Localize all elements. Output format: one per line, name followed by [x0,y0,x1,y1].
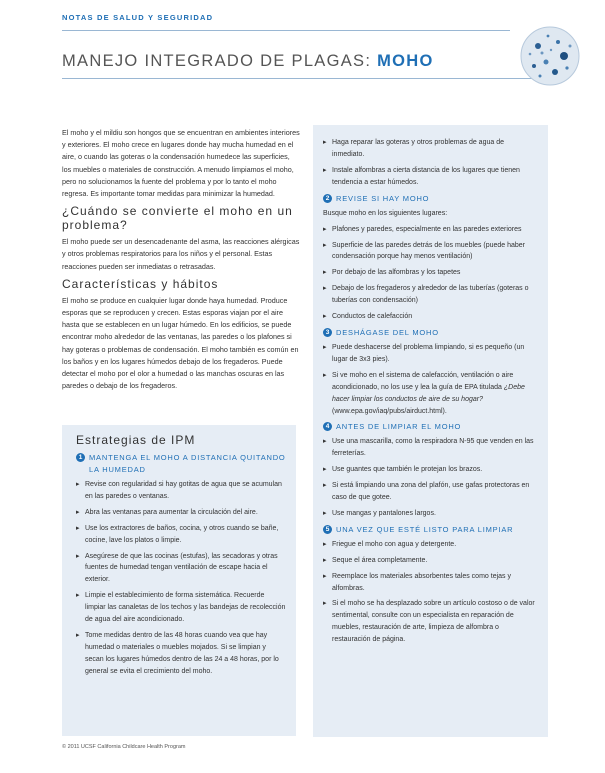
list-item: ▸ Use mangas y pantalones largos. [323,508,538,520]
section-2-lead: Busque moho en los siguientes lugares: [323,209,448,217]
header-tag: NOTAS DE SALUD Y SEGURIDAD [62,13,214,22]
list-item: ▸ Si está limpiando una zona del plafón, use gafas protectoras en caso de que gotee. [323,480,538,504]
section-3-number-icon: 3 [323,328,332,337]
list-item: ▸ Puede deshacerse del problema limpiando, si es pequeño (un lugar de 3x3 pies). [323,342,538,366]
left-column [62,127,300,396]
list-item: ▸ Use guantes que también le protejan los brazos. [323,464,538,476]
epa-guide-title: ¿Debe hacer limpiar los conductos de aire de su hogar? [332,383,525,403]
header-rule [62,30,510,31]
problem-paragraph: El moho puede ser un desencadenante del asma, las reacciones alérgicas y otros problemas respiratorios para los niños y el personal. Estas reacciones pueden ser inmediatas o retrasadas. [62,237,300,271]
section-2-header [323,193,538,205]
section-1-header [76,452,286,476]
page-title [62,52,434,71]
section-2-title: REVISE SI HAY MOHO [336,193,430,203]
epa-text-a: Si ve moho en el sistema de calefacción, ventilación o aire acondicionado, no los use y lea la guía de EPA titulada [332,371,514,391]
list-item: ▸ Limpie el establecimiento de forma sistemática. Recuerde limpiar las canaletas de los techos y las bandejas de recolección de agua del aire acondicionado. [76,590,286,626]
ipm-title: Estrategias de IPM [76,433,196,447]
list-item: ▸ Superficie de las paredes detrás de los muebles (puede haber condensación porque hay menos ventilación) [323,240,538,264]
list-item: ▸ Use los extractores de baños, cocina, y otros cuando se bañe, cocine, lave los platos o limpie. [76,523,286,547]
section-4-header [323,421,538,433]
section-1-title: MANTENGA EL MOHO A DISTANCIA QUITANDO LA HUMEDAD [89,453,286,474]
section-4-number-icon: 4 [323,422,332,431]
section-3-title: DESHÁGASE DEL MOHO [336,327,439,337]
section-2-number-icon: 2 [323,194,332,203]
list-item: ▸ Revise con regularidad si hay gotitas de agua que se acumulan en las paredes o ventanas. [76,479,286,503]
characteristics-heading: Características y hábitos [62,276,219,291]
list-item [323,370,538,418]
list-item: ▸ Use una mascarilla, como la respiradora N-95 que venden en las ferreterías. [323,436,538,460]
list-item: ▸ Si el moho se ha desplazado sobre un artículo costoso o de valor sentimental, consulte con un especialista en reparación de muebles, restauración de arte, limpieza de alfombra o restauración de página. [323,598,538,646]
right-column [313,125,548,737]
list-item: ▸ Por debajo de las alfombras y los tapetes [323,267,538,279]
ipm-strategies-box [62,425,296,736]
list-item: ▸ Debajo de los fregaderos y alrededor de las tuberías (goteras o tuberías con condensación) [323,283,538,307]
copyright-footer: © 2011 UCSF California Childcare Health Program [62,744,186,750]
section-1-number-icon: 1 [76,453,85,462]
list-item: ▸ Haga reparar las goteras y otros problemas de agua de inmediato. [323,137,538,161]
section-3-header [323,327,538,339]
page-title-main: MANEJO INTEGRADO DE PLAGAS: [62,52,378,70]
list-item: ▸ Asegúrese de que las cocinas (estufas), las secadoras y otras fuentes de humedad tengan ventilación de escape hacia el exterior. [76,551,286,587]
list-item: ▸ Abra las ventanas para aumentar la circulación del aire. [76,507,286,519]
intro-paragraph: El moho y el mildiu son hongos que se encuentran en ambientes interiores y exteriores. El moho crece en lugares donde hay mucha humedad en el aire, o cuando las goteras o la condensación humedece las superficies, los muebles o materiales de construcción. A menudo limpiamos el moho, pero no solucionamos la fuente del problema y por lo tanto el moho regresa. Es importante tomar medidas para minimizar la humedad. [62,128,300,199]
section-5-number-icon: 5 [323,525,332,534]
problem-heading: ¿Cuándo se convierte el moho en un problema? [62,204,293,233]
page-title-highlight: MOHO [377,52,434,70]
characteristics-paragraph: El moho se produce en cualquier lugar donde haya humedad. Produce esporas que se reproducen y crecen. Estas esporas viajan por el aire hasta que se establecen en un lugar húmedo. En los edificios, se puede encontrar moho alrededor de las ventanas, las paredes o los plafones si hay goteras o problemas de condensación. El moho también es común en los baños y en los lugares húmedos debajo de los fregaderos. Puede detectar el moho por el olor a humedad o las manchas oscuras en las paredes o debajo de los fregaderos. [62,295,299,391]
section-5-title: UNA VEZ QUE ESTÉ LISTO PARA LIMPIAR [336,524,514,534]
list-item: ▸ Friegue el moho con agua y detergente. [323,539,538,551]
title-rule [62,78,540,79]
mold-spores-logo [520,26,580,86]
list-item: ▸ Tome medidas dentro de las 48 horas cuando vea que hay humedad o materiales o muebles mojados. Si se limpian y secan los lugares húmedos dentro de las 24 a 48 horas, por lo general se evita el crecimiento del moho. [76,630,286,678]
list-item: ▸ Plafones y paredes, especialmente en las paredes exteriores [323,224,538,236]
section-5-header [323,524,538,536]
list-item: ▸ Instale alfombras a cierta distancia de los lugares que tienen tendencia a estar húmedos. [323,165,538,189]
list-item: ▸ Reemplace los materiales absorbentes tales como tejas y alfombras. [323,571,538,595]
list-item: ▸ Seque el área completamente. [323,555,538,567]
list-item: ▸ Conductos de calefacción [323,311,538,323]
section-4-title: ANTES DE LIMPIAR EL MOHO [336,422,462,432]
epa-text-b: (www.epa.gov/iaq/pubs/airduct.html). [332,407,447,415]
